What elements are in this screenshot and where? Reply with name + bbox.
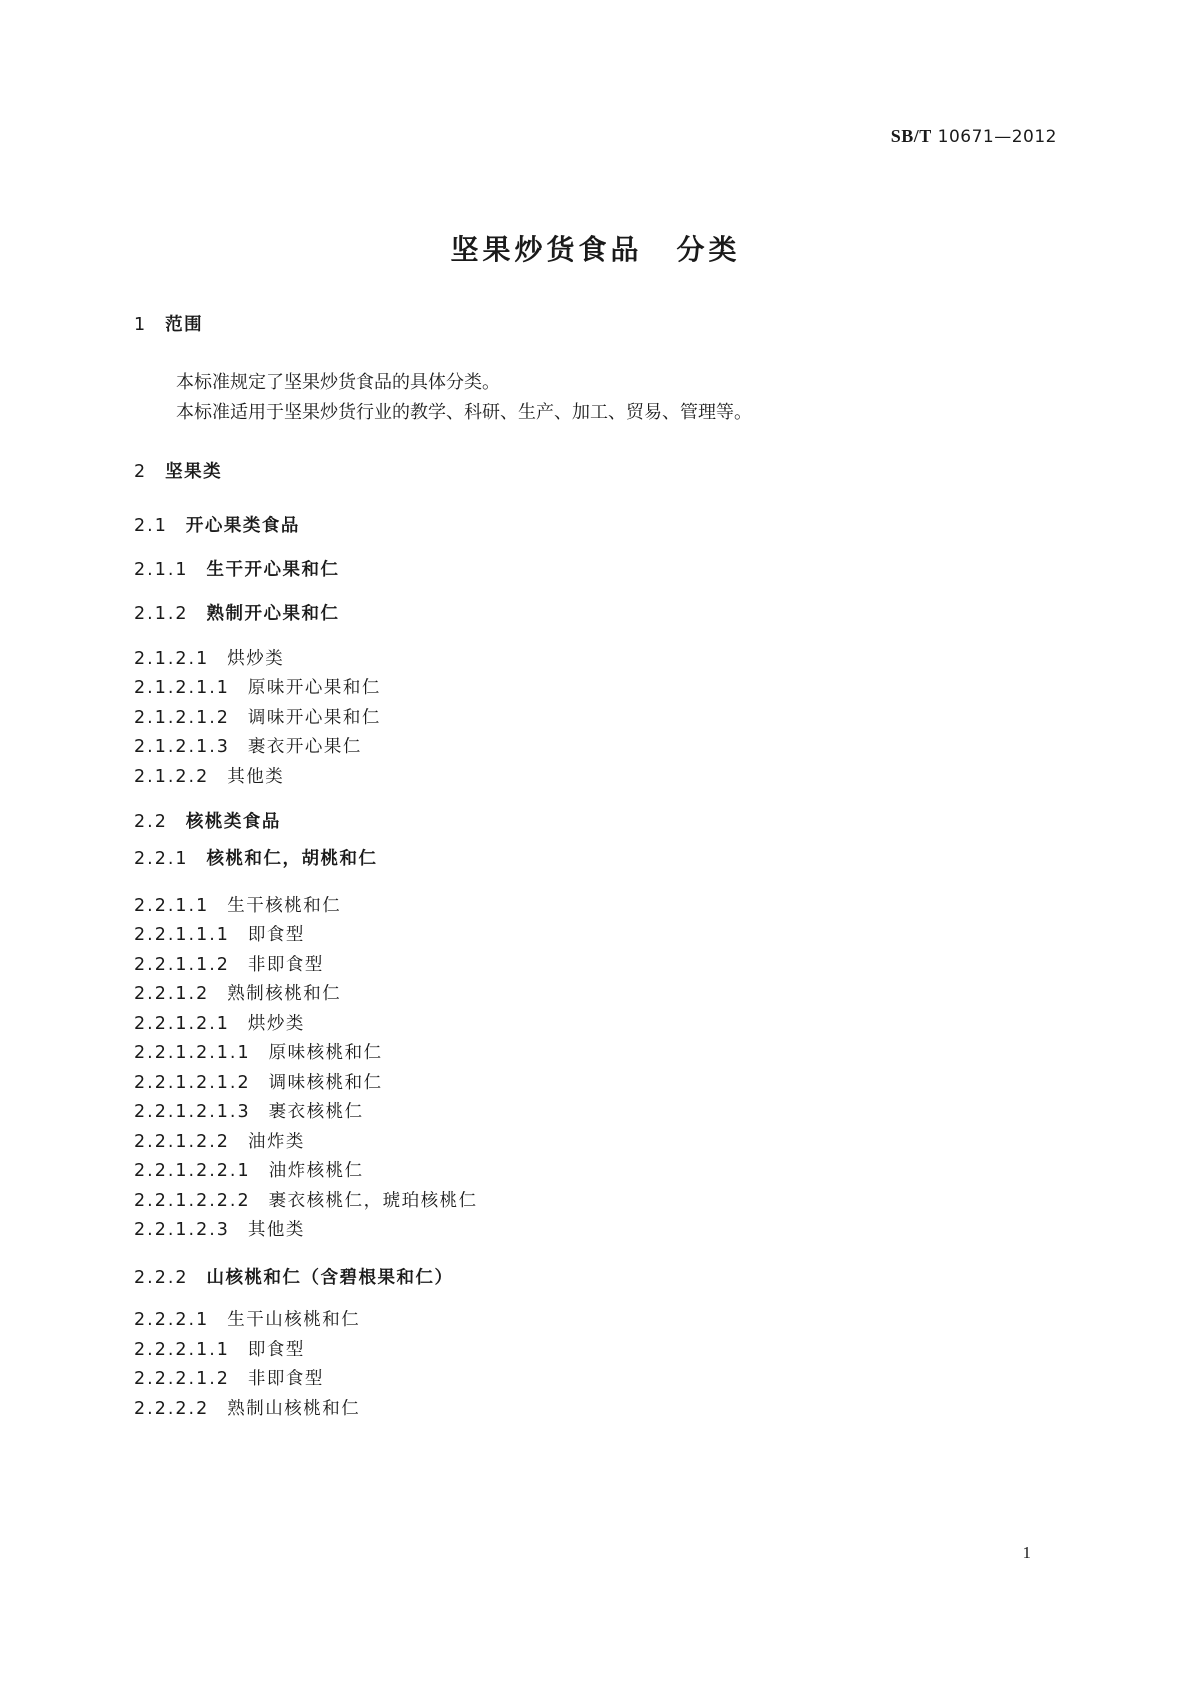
entry-number: 2.2.2.1.1: [134, 1340, 230, 1360]
entry-text: 油炸类: [247, 1132, 305, 1152]
entry-number: 2.2.1.2.1: [134, 1014, 230, 1034]
entry-text: 烘炒类: [227, 649, 285, 669]
entry-text: 熟制核桃和仁: [227, 984, 342, 1004]
entry-number: 2.2.1.2.1.1: [134, 1043, 251, 1063]
classification-entry: [134, 1266, 454, 1290]
entry-number: 2.2.1.2.2.1: [134, 1161, 251, 1181]
entry-number: 2.2.1.1.2: [134, 955, 230, 975]
classification-entry: [134, 460, 222, 484]
entry-number: 2.2.1.2.2.2: [134, 1191, 251, 1211]
entry-text: 核桃类食品: [185, 812, 281, 832]
entry-number: 2.1.2.2: [134, 767, 210, 787]
entry-number: 2.2: [134, 812, 168, 832]
entry-number: 2.2.1.2.1.2: [134, 1073, 251, 1093]
classification-entry: [134, 847, 378, 871]
entry-text: 生干核桃和仁: [227, 896, 342, 916]
scope-paragraph-1: 本标准规定了坚果炒货食品的具体分类。: [176, 372, 500, 393]
entry-text: 生干开心果和仁: [206, 560, 340, 580]
entry-number: 2.1.2.1.3: [134, 737, 230, 757]
entry-text: 其他类: [247, 1220, 305, 1240]
entry-number: 2: [134, 462, 148, 482]
entry-number: 2.2.2.1.2: [134, 1369, 230, 1389]
entry-number: 2.2.1.2.3: [134, 1220, 230, 1240]
entry-text: 调味核桃和仁: [268, 1073, 383, 1093]
classification-entry: [134, 1130, 305, 1154]
entry-text: 裹衣核桃仁: [268, 1102, 364, 1122]
classification-entry: [134, 706, 381, 730]
classification-entry: [134, 1159, 364, 1183]
document-title: [0, 228, 1191, 268]
classification-entry: [134, 558, 340, 582]
entry-text: 即食型: [247, 925, 305, 945]
standard-code-prefix: SB/T: [890, 126, 932, 146]
entry-text: 油炸核桃仁: [268, 1161, 364, 1181]
classification-entry: [134, 1012, 305, 1036]
entry-number: 2.1.2.1: [134, 649, 210, 669]
entry-text: 生干山核桃和仁: [227, 1310, 361, 1330]
classification-entry: [134, 676, 381, 700]
entry-text: 熟制山核桃和仁: [227, 1399, 361, 1419]
entry-number: 2.2.1.2.2: [134, 1132, 230, 1152]
entry-number: 2.2.1: [134, 849, 189, 869]
entry-text: 非即食型: [247, 1369, 324, 1389]
entry-text: 裹衣开心果仁: [247, 737, 362, 757]
classification-entry: [134, 647, 284, 671]
classification-entry: [134, 1041, 383, 1065]
title-sub: 分类: [676, 233, 741, 266]
entry-number: 2.2.2.2: [134, 1399, 210, 1419]
standard-code: [891, 126, 1057, 147]
classification-entry: [134, 514, 300, 538]
entry-text: 山核桃和仁（含碧根果和仁）: [206, 1268, 454, 1288]
entry-text: 原味核桃和仁: [268, 1043, 383, 1063]
classification-entry: [134, 765, 284, 789]
classification-entry: [134, 810, 281, 834]
entry-text: 调味开心果和仁: [247, 708, 381, 728]
classification-entry: [134, 1100, 364, 1124]
classification-entry: [134, 1397, 360, 1421]
classification-entry: [134, 1338, 305, 1362]
entry-text: 熟制开心果和仁: [206, 604, 340, 624]
entry-text: 即食型: [247, 1340, 305, 1360]
entry-number: 2.1.1: [134, 560, 189, 580]
entry-text: 核桃和仁，胡桃和仁: [206, 849, 378, 869]
classification-entry: [134, 1218, 305, 1242]
title-main: 坚果炒货食品: [450, 233, 643, 266]
entry-text: 烘炒类: [247, 1014, 305, 1034]
entry-text: 非即食型: [247, 955, 324, 975]
entry-text: 开心果类食品: [185, 516, 300, 536]
entry-number: 2.1.2.1.1: [134, 678, 230, 698]
entry-number: 2.2.1.1.1: [134, 925, 230, 945]
entry-number: 2.1: [134, 516, 168, 536]
entry-number: 2.2.1.2: [134, 984, 210, 1004]
entry-number: 2.1.2.1.2: [134, 708, 230, 728]
entry-text: 原味开心果和仁: [247, 678, 381, 698]
classification-entry: [134, 735, 362, 759]
section-number: 1: [134, 315, 148, 335]
classification-entry: [134, 602, 340, 626]
classification-entry: [134, 1189, 478, 1213]
scope-paragraph-2: 本标准适用于坚果炒货行业的教学、科研、生产、加工、贸易、管理等。: [176, 402, 752, 423]
section-title: 范围: [165, 315, 204, 335]
classification-entry: [134, 894, 341, 918]
classification-entry: [134, 1367, 324, 1391]
entry-number: 2.2.2.1: [134, 1310, 210, 1330]
entry-number: 2.2.2: [134, 1268, 189, 1288]
section-heading-scope: [134, 313, 203, 337]
classification-entry: [134, 982, 341, 1006]
classification-entry: [134, 953, 324, 977]
classification-entry: [134, 1071, 383, 1095]
entry-number: 2.1.2: [134, 604, 189, 624]
entry-text: 其他类: [227, 767, 285, 787]
entry-text: 裹衣核桃仁，琥珀核桃仁: [268, 1191, 478, 1211]
entry-number: 2.2.1.2.1.3: [134, 1102, 251, 1122]
classification-entry: [134, 1308, 360, 1332]
entry-text: 坚果类: [165, 462, 223, 482]
standard-code-number: 10671—2012: [937, 127, 1057, 147]
classification-entry: [134, 923, 305, 947]
entry-number: 2.2.1.1: [134, 896, 210, 916]
page-number: 1: [1022, 1543, 1031, 1562]
